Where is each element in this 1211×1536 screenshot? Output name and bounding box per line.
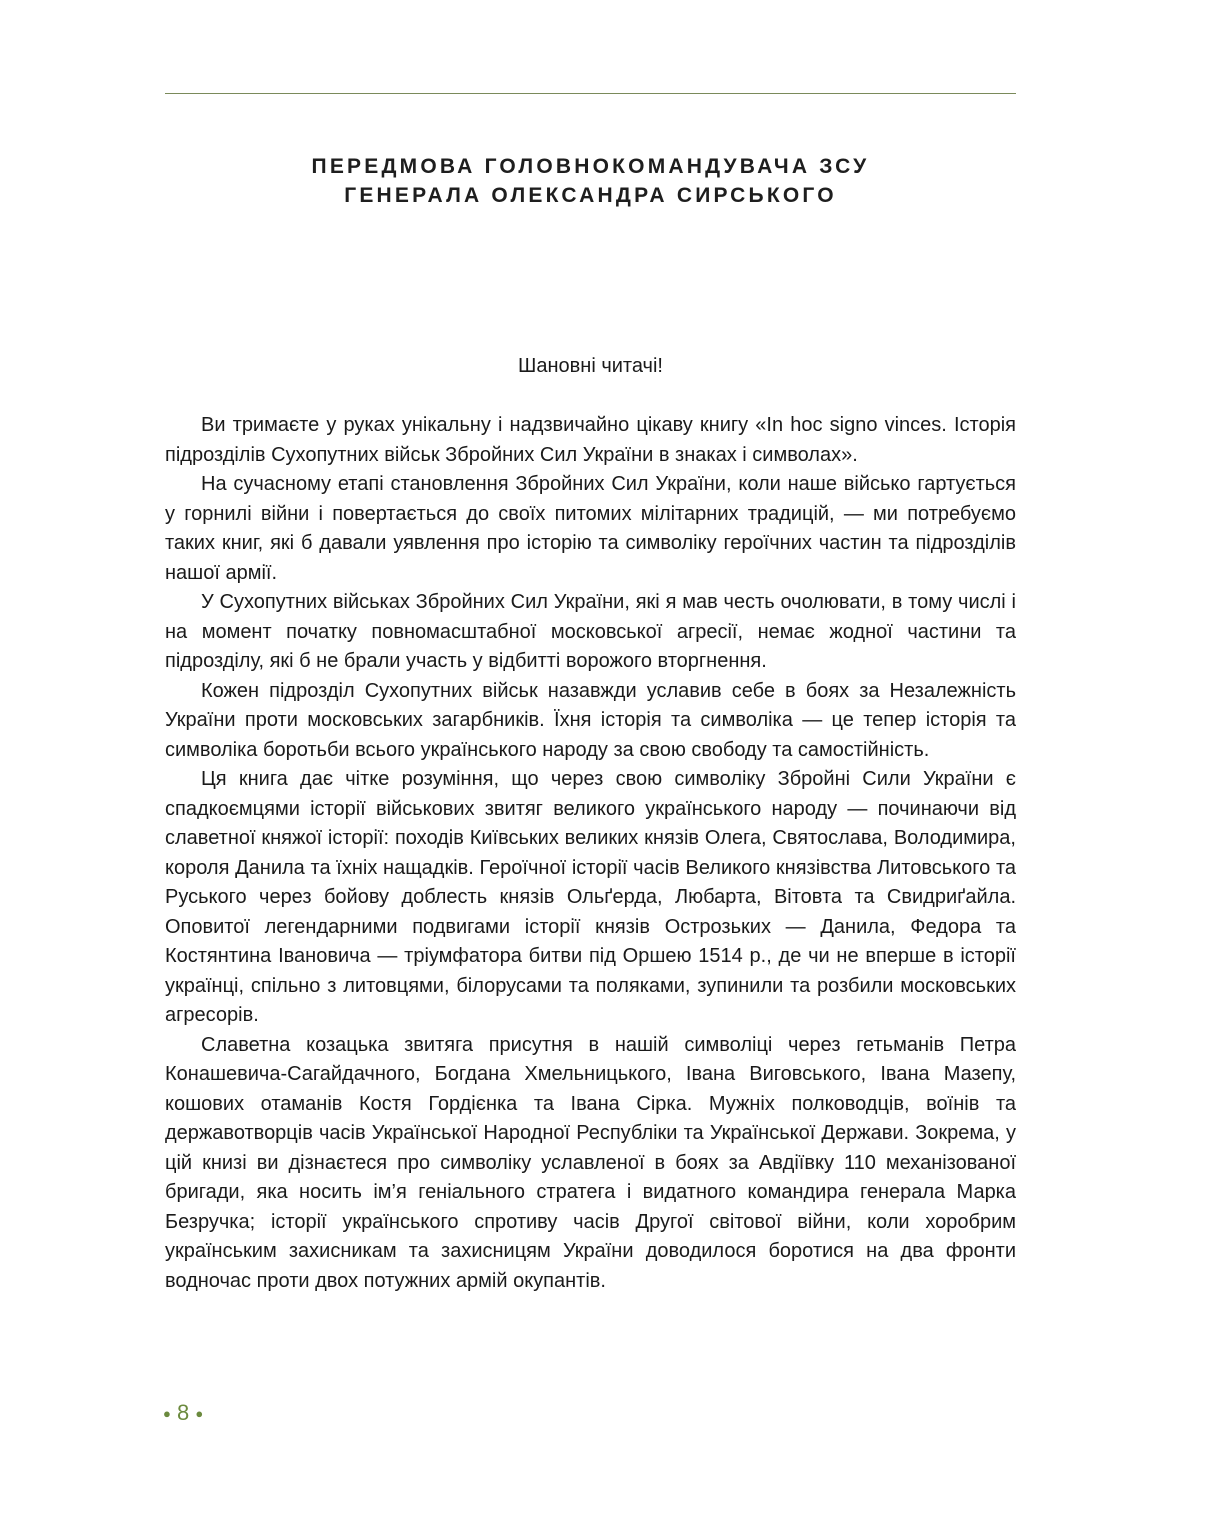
- paragraph-1: Ви тримаєте у руках унікальну і надзвичайно цікаву книгу «In hoc signo vinces. Історія підрозділів Сухопутних військ Збройних Сил України в знаках і символах».: [165, 414, 1016, 466]
- paragraph-6: Славетна козацька звитяга присутня в нашій символіці через гетьманів Петра Конашевича-Сагайдачного, Богдана Хмельницького, Івана Виговського, Івана Мазепу, кошових отаманів Костя Гордієнка та Івана Сірка. Мужніх полководців, воїнів та державотворців часів Української Народної Республіки та Української Держави. Зокрема, у цій книзі ви дізнаєтеся про символіку уславленої в боях за Авдіївку 110 механізованої бригади, яка носить ім’я геніального стратега і видатного командира генерала Марка Безручка; історії українського спротиву часів Другої світової війни, коли хоробрим українським захисникам та захисницям України доводилося боротися на два фронти водночас проти двох потужних армій окупантів.: [165, 1033, 1016, 1292]
- page-title: [165, 152, 1016, 210]
- paragraph-5: Ця книга дає чітке розуміння, що через свою символіку Збройні Сили України є спадкоємцями історії військових звитяг великого українського народу — починаючи від славетної княжої історії: походів Київських великих князів Олега, Святослава, Володимира, короля Данила та їхніх нащадків. Героїчної історії часів Великого князівства Литовського та Руського через бойову доблесть князів Ольґерда, Любарта, Вітовта та Свидриґайла. Оповитої легендарними подвигами історії князів Острозьких — Данила, Федора та Костянтина Івановича — тріумфатора битви під Оршею 1514 р., де чи не вперше в історії українці, спільно з литовцями, білорусами та поляками, зупинили та розбили московських агресорів.: [165, 768, 1016, 1026]
- page-number-value: 8: [176, 1400, 190, 1425]
- salutation: Шановні читачі!: [518, 355, 663, 377]
- paragraph-4: Кожен підрозділ Сухопутних військ назавжди уславив себе в боях за Незалежність України проти московських загарбників. Їхня історія та символіка — це тепер історія та символіка боротьби всього українського народу за свою свободу та самостійність.: [165, 679, 1016, 761]
- paragraph-3: У Сухопутних військах Збройних Сил України, які я мав честь очолювати, в тому числі і на момент початку повномасштабної московської агресії, немає жодної частини та підрозділу, які б не брали участь у відбитті ворожого вторгнення.: [165, 591, 1016, 672]
- header-rule: [165, 93, 1016, 94]
- page-title-line-2: ГЕНЕРАЛА ОЛЕКСАНДРА СИРСЬКОГО: [344, 184, 837, 207]
- body-text: [165, 411, 1016, 1296]
- paragraph-2: На сучасному етапі становлення Збройних Сил України, коли наше військо гартується у горнилі війни і повертається до своїх питомих мілітарних традицій, — ми потребуємо таких книг, які б давали уявлення про історію та символіку героїчних частин та підрозділів нашої армії.: [165, 473, 1016, 584]
- page-number: [163, 1398, 203, 1429]
- page-title-line-1: ПЕРЕДМОВА ГОЛОВНОКОМАНДУВАЧА ЗСУ: [311, 155, 870, 178]
- bullet-dot-left: ●: [163, 1406, 171, 1422]
- bullet-dot-right: ●: [195, 1406, 204, 1422]
